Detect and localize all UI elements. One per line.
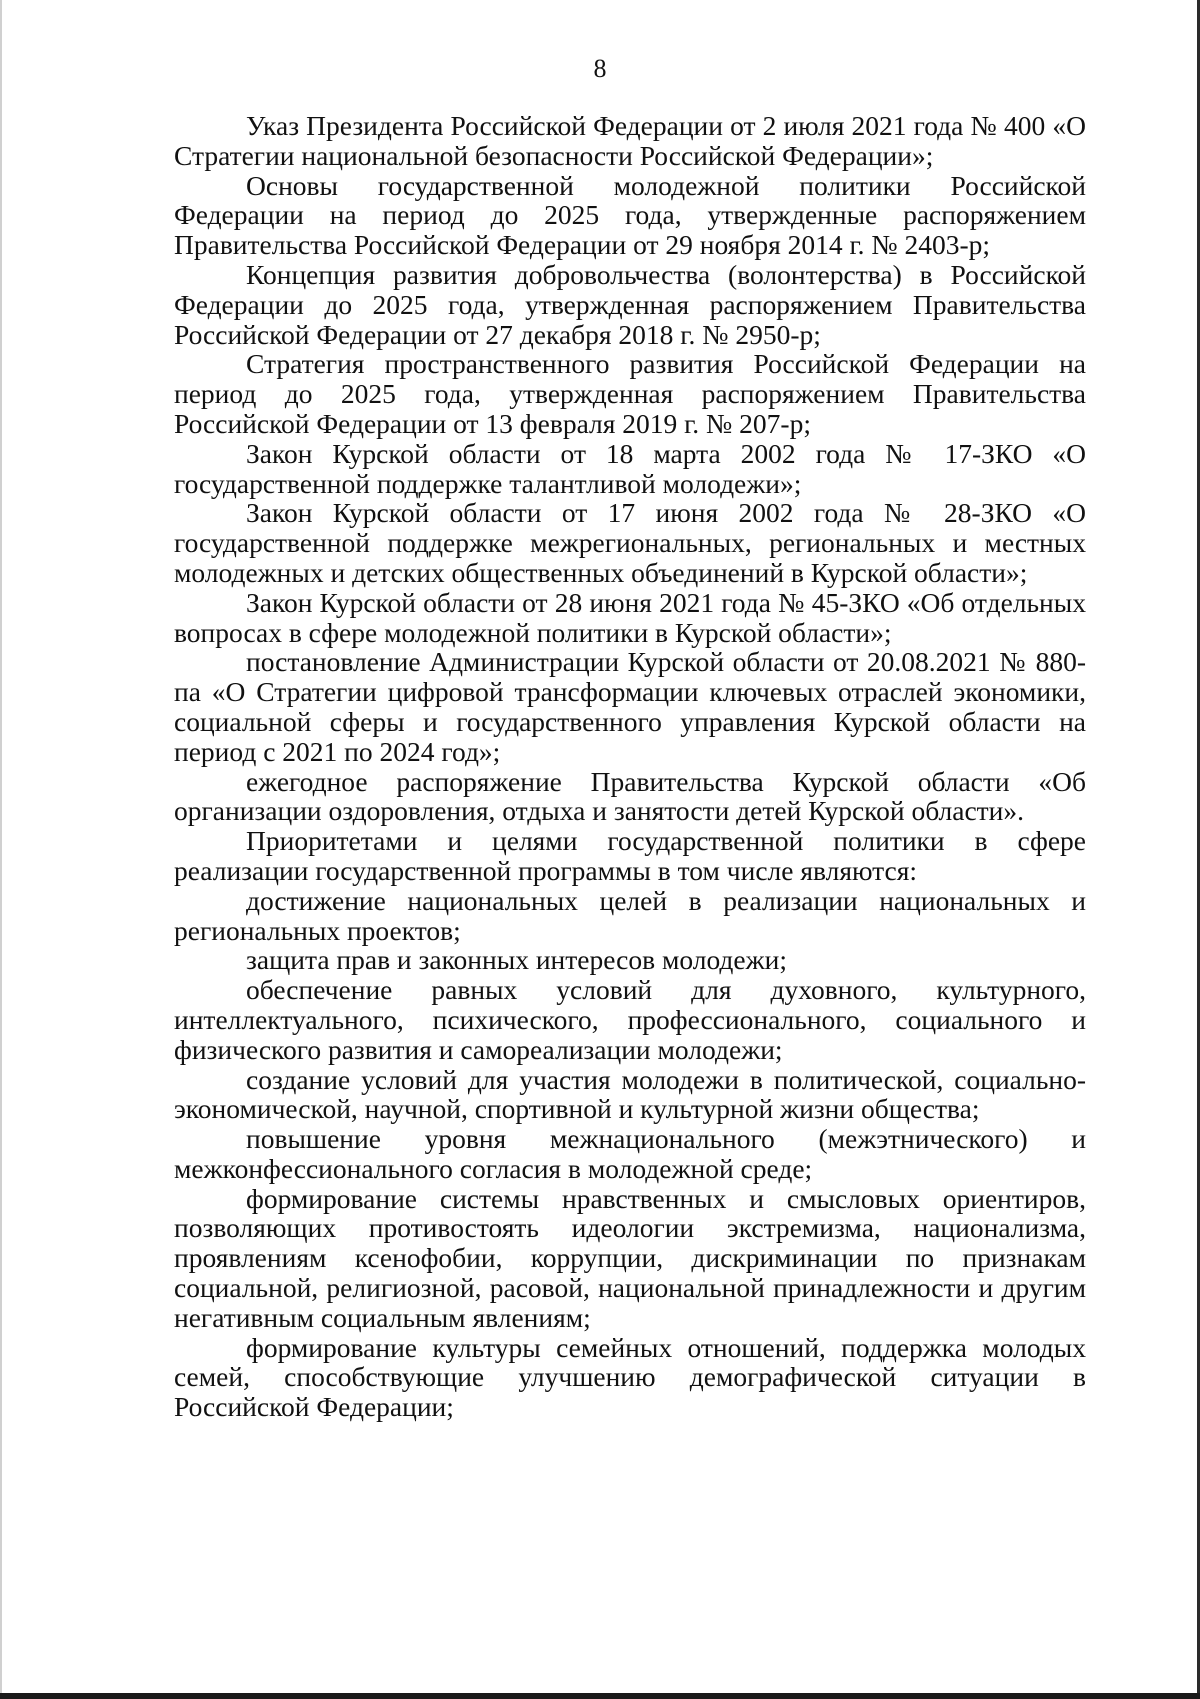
paragraph: достижение национальных целей в реализации национальных и региональных проектов; — [174, 884, 1086, 946]
paragraph: ежегодное распоряжение Правительства Курской области «Об организации оздоровления, отдыха и занятости детей Курской области». — [174, 765, 1086, 827]
paragraph: Указ Президента Российской Федерации от 2 июля 2021 года № 400 «О Стратегии национальной безопасности Российской Федерации»; — [174, 110, 1086, 171]
scan-edge-bottom — [0, 1693, 1200, 1699]
document-body — [174, 111, 1086, 1422]
paragraph: Концепция развития добровольчества (волонтерства) в Российской Федерации до 2025 года, утвержденная распоряжением Правительства Российской Федерации от 27 декабря 2018 г. № 2950-р; — [174, 258, 1086, 350]
paragraph: постановление Администрации Курской области от 20.08.2021 № 880-па «О Стратегии цифровой трансформации ключевых отраслей экономики, социальной сферы и государственного управления Курской области на период с 2021 по 2024 год»; — [174, 646, 1086, 767]
paragraph: Закон Курской области от 18 марта 2002 года № 17-ЗКО «О государственной поддержке талантливой молодежи»; — [174, 437, 1086, 499]
page-number: 8 — [593, 54, 607, 83]
paragraph: формирование системы нравственных и смысловых ориентиров, позволяющих противостоять идеологии экстремизма, национализма, проявлениям ксенофобии, коррупции, дискриминации по признакам социальной, религиозной, расовой, национальной принадлежности и другим негативным социальным явлениям; — [174, 1182, 1086, 1333]
paragraph: формирование культуры семейных отношений, поддержка молодых семей, способствующие улучшению демографической ситуации в Российской Федерации; — [174, 1331, 1086, 1423]
paragraph: Закон Курской области от 17 июня 2002 года № 28-ЗКО «О государственной поддержке межрегиональных, региональных и местных молодежных и детских общественных объединений в Курской области»; — [174, 497, 1086, 588]
paragraph: повышение уровня межнационального (межэтнического) и межконфессионального согласия в молодежной среде; — [174, 1123, 1086, 1184]
paragraph: обеспечение равных условий для духовного, культурного, интеллектуального, психического, профессионального, социального и физического развития и самореализации молодежи; — [174, 974, 1086, 1065]
paragraph: защита прав и законных интересов молодежи; — [246, 944, 787, 976]
scan-edge-left — [0, 0, 2, 1699]
paragraph: Приоритетами и целями государственной политики в сфере реализации государственной программы в том числе являются: — [174, 825, 1086, 886]
paragraph: Стратегия пространственного развития Российской Федерации на период до 2025 года, утвержденная распоряжением Правительства Российской Федерации от 13 февраля 2019 г. № 207-р; — [174, 348, 1086, 439]
paragraph: создание условий для участия молодежи в политической, социально-экономической, научной, спортивной и культурной жизни общества; — [174, 1063, 1086, 1125]
paragraph: Основы государственной молодежной политики Российской Федерации на период до 2025 года, утвержденные распоряжением Правительства Российской Федерации от 29 ноября 2014 г. № 2403-р; — [174, 169, 1086, 261]
paragraph: Закон Курской области от 28 июня 2021 года № 45-ЗКО «Об отдельных вопросах в сфере молодежной политики в Курской области»; — [174, 586, 1086, 648]
